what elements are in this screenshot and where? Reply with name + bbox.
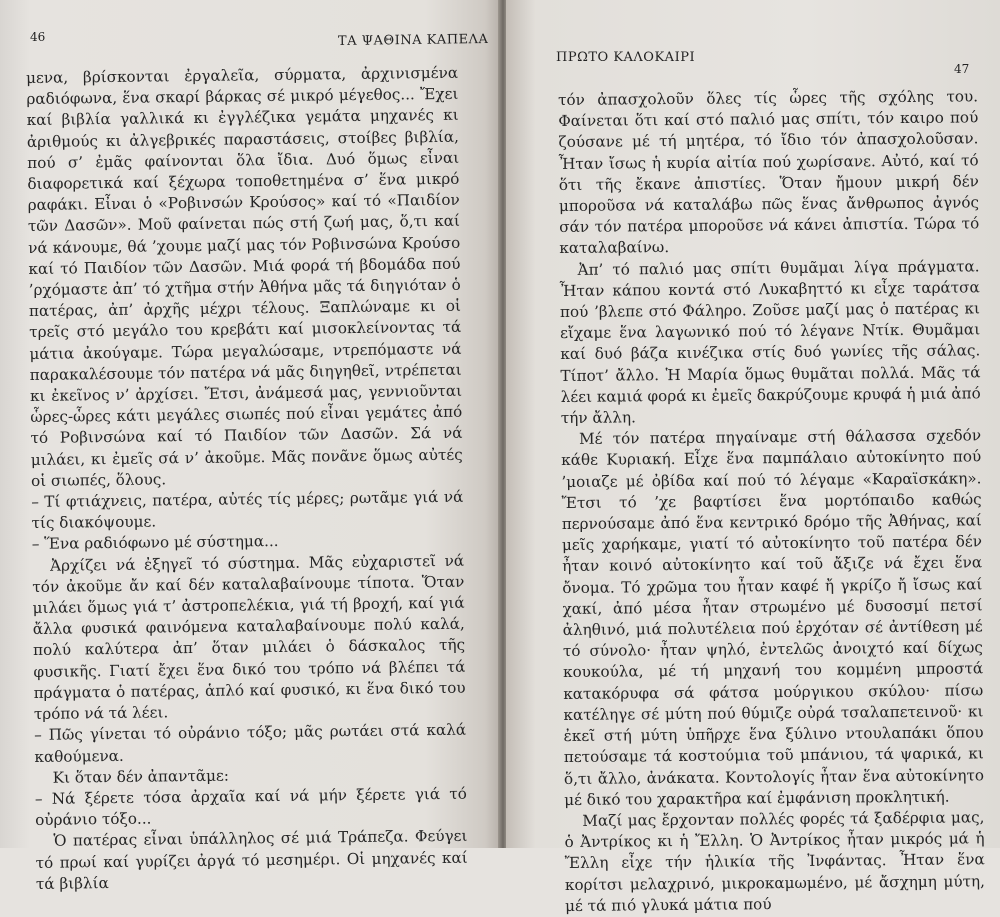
paragraph: τόν ἀπασχολοῦν ὅλες τίς ὧρες τῆς σχόλης του. Φαίνεται ὅτι καί στό παλιό μας σπίτι, τόν καιρο πού ζούσανε μέ τή μητέρα, τό ἴδιο τόν ἀπασχολοῦσαν. Ἦταν ἴσως ἡ κυρία αἰτία πού χωρίσανε. Αὐτό, καί τό ὅτι τῆς ἔκανε ἀπιστίες. Ὅταν ἤμουν μικρή δέν μποροῦσα νά καταλάβω πῶς ἕνας ἄνθρωπος ἀγνός σάν τόν πατέρα μποροῦσε νά κάνει ἀπιστία. Τώρα τό καταλαβαίνω. bbox=[558, 87, 980, 258]
paragraph: – Νά ξέρετε τόσα ἀρχαῖα καί νά μήν ξέρετε γιά τό οὐράνιο τόξο... bbox=[34, 784, 468, 830]
running-header: ΤΑ ΨΑΘΙΝΑ ΚΑΠΕΛΑ bbox=[337, 31, 489, 50]
running-header: ΠΡΩΤΟ ΚΑΛΟΚΑΙΡΙ bbox=[556, 50, 696, 65]
paragraph: Ἀπ’ τό παλιό μας σπίτι θυμᾶμαι λίγα πράγματα. Ἦταν κάπου κοντά στό Λυκαβηττό κι εἶχε ταράτσα πού ’βλεπε στό Φάληρο. Ζοῦσε μαζί μας ὁ πατέρας κι εἴχαμε ἕνα λαγωνικό πού τό λέγανε Ντίκ. Θυμᾶμαι καί δυό βάζα κινέζικα στίς δυό γωνίες τῆς σάλας. Τίποτ’ ἄλλο. Ἡ Μαρία ὅμως θυμᾶται πολλά. Μᾶς τά λέει καμιά φορά κι ἐμεῖς δακρύζουμε κρυφά ἡ μιά ἀπό τήν ἄλλη. bbox=[559, 256, 981, 428]
paragraph: – Τί φτιάχνεις, πατέρα, αὐτές τίς μέρες; ρωτᾶμε γιά νά τίς διακόψουμε. bbox=[31, 487, 464, 533]
paragraph: Μαζί μας ἔρχονταν πολλές φορές τά ξαδέρφια μας, ὁ Ἀντρίκος κι ἡ Ἔλλη. Ὁ Ἀντρίκος ἦταν μικρός μά ἡ Ἔλλη εἶχε τήν ἡλικία τῆς Ἰνφάντας. Ἦταν ἕνα κορίτσι μελαχρινό, μικροκαμωμένο, μέ ἄσχημη μύτη, μέ τά πιό γλυκά μάτια πού bbox=[564, 808, 985, 915]
page-number: 47 bbox=[954, 62, 970, 76]
paragraph: – Πῶς γίνεται τό οὐράνιο τόξο; μᾶς ρωτάει στά καλά καθούμενα. bbox=[34, 720, 467, 766]
left-page-body bbox=[26, 63, 468, 895]
paragraph: – Ἕνα ραδιόφωνο μέ σύστημα... bbox=[31, 532, 279, 554]
paragraph: Μέ τόν πατέρα πηγαίναμε στή θάλασσα σχεδόν κάθε Κυριακή. Εἶχε ἕνα παμπάλαιο αὐτοκίνητο πού ’μοιαζε μέ ὀβίδα καί πού τό λέγαμε «Καραϊσκάκη». Ἔτσι τό ’χε βαφτίσει ἕνα μορτόπαιδο καθώς περνούσαμε ἀπό ἕνα κεντρικό δρόμο τῆς Ἀθήνας, καί μεῖς χαρήκαμε, γιατί τό αὐτοκίνητο τοῦ πατέρα δέν ἦταν κοινό αὐτοκίνητο καί τοῦ ἄξιζε νά ἔχει ἕνα ὄνομα. Τό χρῶμα του ἦταν καφέ ἤ γκρίζο ἤ ἴσως καί χακί, ἀπό μέσα ἦταν στρωμένο μέ δυσοσμί πετσί ἀληθινό, μιά πολυτέλεια πού ἐρχόταν σέ ἀντίθεση μέ τό σύνολο· ἦταν ψηλό, ἐντελῶς ἀνοιχτό καί δίχως κουκούλα, μέ τή μηχανή του κομμένη μπροστά κατακόρυφα σά φάτσα μούργικου σκύλου· πίσω κατέληγε σέ μύτη πού θύμιζε οὐρά τσαλαπετεινοῦ· κι ἐκεῖ στή μύτη ὑπῆρχε ἕνα ξύλινο ντουλαπάκι ὅπου πετούσαμε τά κοστούμια τοῦ μπάνιου, τά ψαρικά, κι ὅ,τι ἄλλο, ἀνάκατα. Κοντολογίς ἦταν ἕνα αὐτοκίνητο μέ δικό του χαρακτῆρα καί ἐμφάνιση προκλητική. bbox=[561, 426, 985, 809]
paragraph: Ὁ πατέρας εἶναι ὑπάλληλος σέ μιά Τράπεζα. Φεύγει τό πρωί καί γυρίζει ἀργά τό μεσημέρι. Οἱ μηχανές καί τά βιβλία bbox=[35, 826, 468, 893]
page-number: 46 bbox=[30, 30, 46, 44]
paragraph: Κι ὅταν δέν ἀπαντᾶμε: bbox=[52, 766, 230, 787]
left-page bbox=[0, 0, 500, 893]
right-page bbox=[506, 0, 1000, 915]
paragraph: μενα, βρίσκονται ἐργαλεῖα, σύρματα, ἀρχινισμένα ραδιόφωνα, ἕνα σκαρί βάρκας σέ μικρό μέγεθος... Ἔχει καί βιβλία γαλλικά κι ἐγγλέζικα γεμάτα μηχανές κι ἀριθμούς κι ἀλγεβρικές παραστάσεις, στοίβες βιβλία, πού σ’ ἐμᾶς φαίνονται ὅλα ἴδια. Δυό ὅμως εἶναι διαφορετικά καί ξέχωρα τοποθετημένα σ’ ἕνα μικρό ραφάκι. Εἶναι ὁ «Ροβινσών Κρούσος» καί τό «Παιδίον τῶν Δασῶν». Μοῦ φαίνεται πώς στή ζωή μας, ὅ,τι καί νά κάνουμε, θά ’χουμε μαζί μας τόν Ροβινσώνα Κρούσο καί τό Παιδίον τῶν Δασῶν. Μιά φορά τή βδομάδα πού ’ρχόμαστε ἀπ’ τό χτῆμα στήν Ἀθήνα μᾶς τά διηγιόταν ὁ πατέρας, ἀπ’ ἀρχῆς μέχρι τέλους. Ξαπλώναμε κι οἱ τρεῖς στό μεγάλο του κρεβάτι καί μισοκλείνοντας τά μάτια ἀκούγαμε. Τώρα μεγαλώσαμε, ντρεπόμαστε νά παρακαλέσουμε τόν πατέρα νά μᾶς διηγηθεῖ, ντρέπεται κι ἐκεῖνος ν’ ἀρχίσει. Ἔτσι, ἀνάμεσά μας, γεννιοῦνται ὧρες-ὧρες κάτι μεγάλες σιωπές πού εἶναι γεμάτες ἀπό τό Ροβινσώνα καί τό Παιδίον τῶν Δασῶν. Σά νά μιλάει, κι ἐμεῖς σά ν’ ἀκοῦμε. Μᾶς πονᾶνε ὅμως αὐτές οἱ σιωπές, ὅλους. bbox=[26, 63, 463, 490]
paragraph: Ἀρχίζει νά ἐξηγεῖ τό σύστημα. Μᾶς εὐχαριστεῖ νά τόν ἀκοῦμε ἄν καί δέν καταλαβαίνουμε τίποτα. Ὅταν μιλάει ὅμως γιά τ’ ἀστροπελέκια, γιά τή βροχή, καί γιά ἄλλα φυσικά φαινόμενα καταλαβαίνουμε πολύ καλά, πολύ καλύτερα ἀπ’ ὅταν μιλάει ὁ δάσκαλος τῆς φυσικῆς. Γιατί ἔχει ἕνα δικό του τρόπο νά βλέπει τά πράγματα ὁ πατέρας, ἁπλό καί φυσικό, κι ἕνα δικό του τρόπο νά τά λέει. bbox=[32, 551, 466, 724]
right-page-body bbox=[558, 86, 985, 917]
